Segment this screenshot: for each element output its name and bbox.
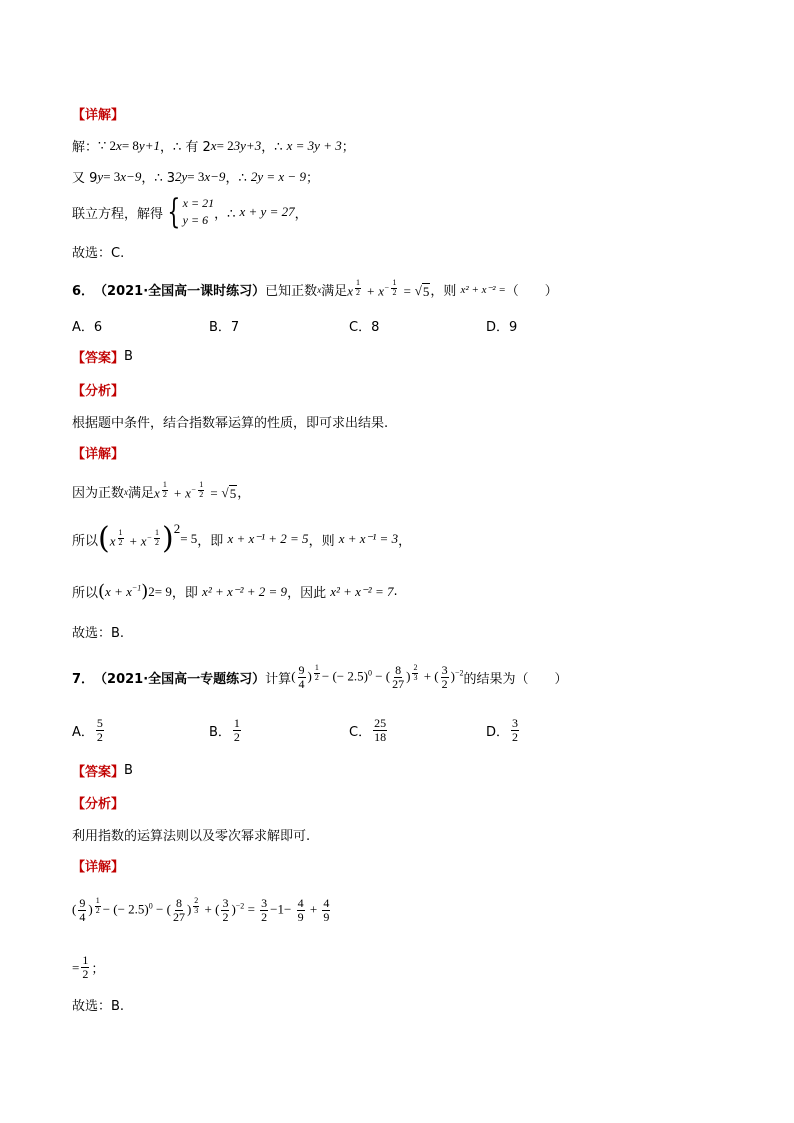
q5-solution-line-2: 又 9 y = 3 x−9 ，∴ 3 2y = 3 x−9 ，∴ 2y = x − 9 ；	[72, 168, 319, 186]
q7-stem: 7． （2021·全国高一专题练习） 计算 ( $\frac{9}{4}$ ) $^{\frac{1}{2}}$ − (− 2.5)$^0$ − ( $\frac{8}{27}$ ) $^{\frac{2}{3}}$ + ( $\frac{3}{2}$ )$^{-2}$ 的结果为（ ）	[72, 663, 568, 692]
q7-option-a: A． $\frac{5}{2}$	[72, 716, 103, 745]
expression: ( $\frac{9}{4}$ ) $^{\frac{1}{2}}$ − (− 2.5)$^0$ − ( $\frac{8}{27}$ ) $^{\frac{2}{3}}$ + ( $\frac{3}{2}$ )$^{-2}$	[291, 663, 464, 692]
q7-answer: 【答案】 B	[72, 763, 133, 780]
q5-solution-line-3: 联立方程，解得 { x = 21 y = 6 ，∴ x + y = 27 ，	[72, 192, 308, 232]
q6-option-a: A．6	[72, 320, 103, 335]
q6-detail-heading: 【详解】	[72, 447, 125, 462]
q6-detail-line-3: 所以 ( $x + x^{-1}$ ) 2 = 9 ，即 x² + x⁻² + 2 = 9 ，因此 x² + x⁻² = 7 .	[72, 580, 398, 602]
q7-option-d: D． $\frac{3}{2}$	[486, 716, 519, 745]
q5-solution-line-1: 解： ∵ 2 x = 8 y+1 ，∴ 有 2 x = 2 3y+3 ，∴ x = 3y + 3 ；	[72, 137, 355, 155]
q7-option-c: C． $\frac{25}{18}$	[349, 716, 387, 745]
q7-detail-result: = $\frac{1}{2}$ ；	[72, 953, 105, 982]
q7-analysis-heading: 【分析】	[72, 797, 125, 812]
q6-option-c: C．8	[349, 320, 380, 335]
q5-choice: 故选：C.	[72, 246, 125, 261]
q6-choice: 故选：B.	[72, 626, 125, 641]
q6-analysis-text: 根据题中条件，结合指数幂运算的性质，即可求出结果.	[72, 416, 389, 431]
q6-detail-line-1: 因为正数 x 满足 x $^{\frac{1}{2}}$ + $x^{- \frac{1}{2}}$ = √ 5 ，	[72, 480, 251, 502]
q6-option-b: B．7	[209, 320, 240, 335]
q7-detail-heading: 【详解】	[72, 860, 125, 875]
q6-analysis-heading: 【分析】	[72, 384, 125, 399]
q6-answer: 【答案】 B	[72, 349, 133, 366]
equation-system: x = 21 y = 6	[182, 196, 215, 227]
q7-analysis-text: 利用指数的运算法则以及零次幂求解即可.	[72, 829, 311, 844]
q7-option-b: B． $\frac{1}{2}$	[209, 716, 240, 745]
detail-heading-q5: 【详解】	[72, 108, 125, 123]
q7-choice: 故选：B.	[72, 999, 125, 1014]
brace-symbol: {	[167, 192, 181, 232]
q6-detail-line-2: 所以 ( x $^{\frac{1}{2}}$ + $x^{- \frac{1}{2}}$ ) $^2$ = 5 ，即 x + x⁻¹ + 2 = 5 ，则 x + x⁻¹ = 3 ，	[72, 521, 412, 556]
q6-option-d: D．9	[486, 320, 518, 335]
q6-stem: 6． （2021·全国高一课时练习） 已知正数 x 满足 x $^{\frac{1}{2}}$ + $x^{- \frac{1}{2}}$ = √ 5 ，则 x² + x⁻² = （ ）	[72, 278, 558, 300]
q7-detail-expression: ( $\frac{9}{4}$ ) $^{\frac{1}{2}}$ − (− 2.5)$^0$ − ( $\frac{8}{27}$ ) $^{\frac{2}{3}}$ + ( $\frac{3}{2}$ )$^{-2}$ = $\frac{3}{2}$ −1− $\frac{4}{9}$ + $\frac{4}{9}$	[72, 896, 330, 925]
condition-expression: x $^{\frac{1}{2}}$ + $x^{- \frac{1}{2}}$ = √ 5	[347, 278, 430, 300]
